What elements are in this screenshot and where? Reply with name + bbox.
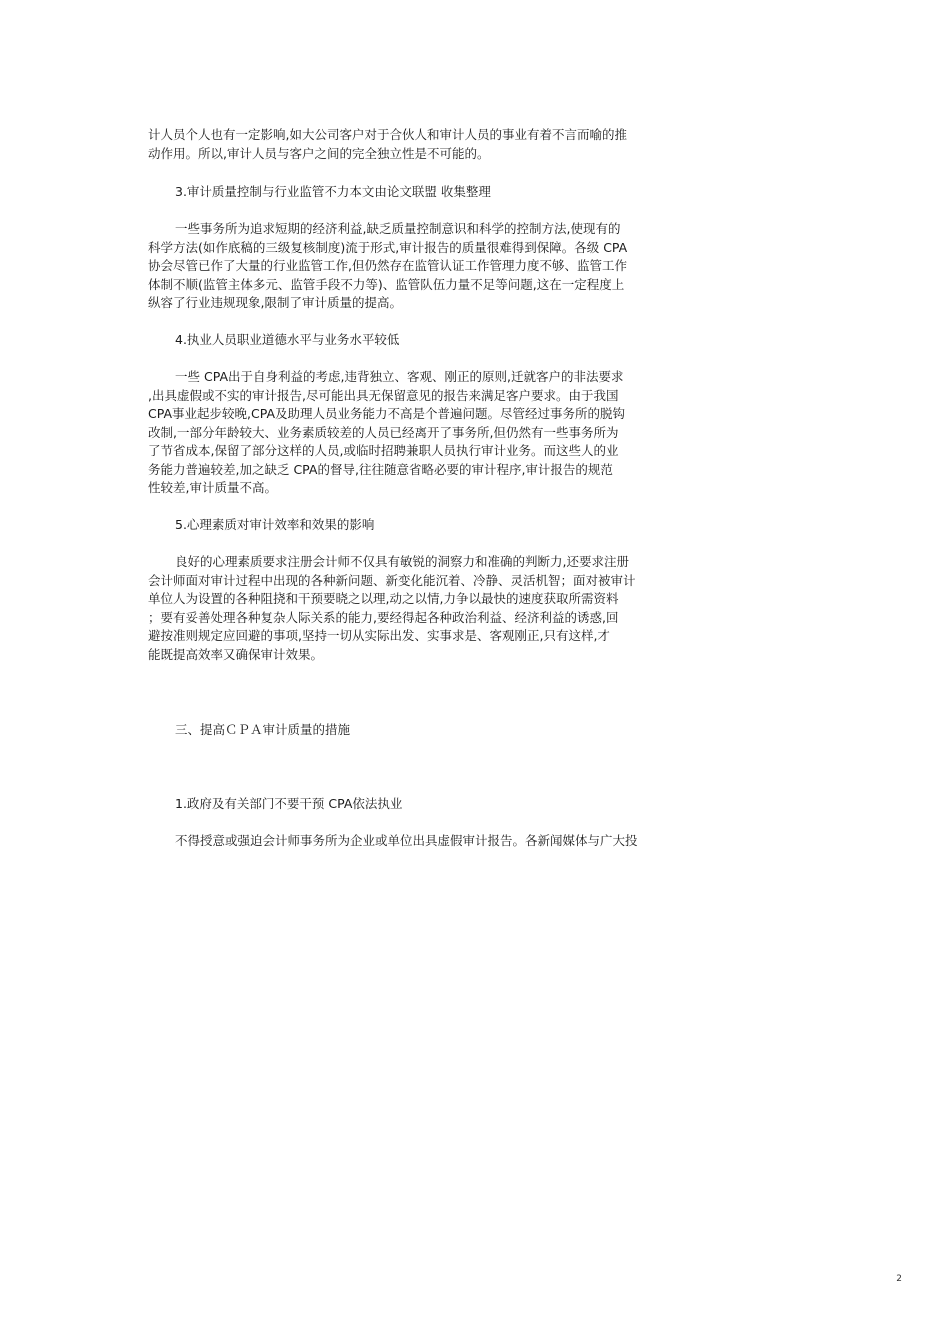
heading-text: 3.审计质量控制与行业监管不力本文由论文联盟 收集整理 [175, 184, 491, 199]
heading-text: 4.执业人员职业道德水平与业务水平较低 [175, 332, 400, 347]
text-line: 能既提高效率又确保审计效果。 [148, 646, 324, 662]
subheading-1 [148, 795, 638, 814]
text-line: 动作用。所以,审计人员与客户之间的完全独立性是不可能的。 [148, 145, 490, 161]
heading-5 [148, 516, 638, 535]
text-line: 了节省成本,保留了部分这样的人员,或临时招聘兼职人员执行审计业务。而这些人的业 [148, 443, 619, 458]
heading-text: 5.心理素质对审计效率和效果的影响 [175, 517, 375, 532]
text-line: 务能力普遍较差,加之缺乏 CPA的督导,往往随意省略必要的审计程序,审计报告的规范 [148, 461, 613, 477]
text-line: 纵容了行业违规现象,限制了审计质量的提高。 [148, 295, 402, 310]
text-line: 协会尽管已作了大量的行业监管工作,但仍然存在监管认证工作管理力度不够、监管工作 [148, 258, 627, 273]
section-title: 三、提高ＣＰＡ审计质量的措施 [175, 722, 351, 737]
heading-3 [148, 183, 638, 202]
text-line: 不得授意或强迫会计师事务所为企业或单位出具虚假审计报告。各新闻媒体与广大投 [175, 833, 638, 848]
paragraph-continued [148, 126, 638, 163]
page-number: 2 [896, 1274, 902, 1284]
heading-text: 1.政府及有关部门不要干预 CPA依法执业 [175, 796, 403, 811]
text-line: 单位人为设置的各种阻挠和干预要晓之以理,动之以情,力争以最快的速度获取所需资料 [148, 591, 619, 606]
paragraph-4 [148, 368, 638, 498]
text-line: 一些 CPA出于自身利益的考虑,违背独立、客观、刚正的原则,迁就客户的非法要求 [175, 369, 624, 384]
text-line: 计人员个人也有一定影响,如大公司客户对于合伙人和审计人员的事业有着不言而喻的推 [148, 127, 627, 142]
heading-4 [148, 331, 638, 350]
paragraph-5 [148, 553, 638, 664]
paragraph-3 [148, 220, 638, 313]
text-line: 良好的心理素质要求注册会计师不仅具有敏锐的洞察力和准确的判断力,还要求注册 [175, 554, 629, 569]
text-line: 体制不顺(监管主体多元、监管手段不力等)、监管队伍力量不足等问题,这在一定程度上 [148, 276, 625, 292]
text-line: ；要有妥善处理各种复杂人际关系的能力,要经得起各种政治利益、经济利益的诱惑,回 [148, 609, 619, 625]
text-line: ,出具虚假或不实的审计报告,尽可能出具无保留意见的报告来满足客户要求。由于我国 [148, 387, 619, 403]
text-line: 避按准则规定应回避的事项,坚持一切从实际出发、实事求是、客观刚正,只有这样,才 [148, 628, 610, 643]
section-3-title [148, 721, 638, 740]
text-line: CPA事业起步较晚,CPA及助理人员业务能力不高是个普遍问题。尽管经过事务所的脱钩 [148, 406, 626, 421]
text-line: 一些事务所为追求短期的经济利益,缺乏质量控制意识和科学的控制方法,使现有的 [175, 221, 621, 236]
text-line: 科学方法(如作底稿的三级复核制度)流于形式,审计报告的质量很难得到保障。各级 CPA [148, 239, 628, 255]
paragraph-6 [148, 832, 638, 851]
text-line: 会计师面对审计过程中出现的各种新问题、新变化能沉着、冷静、灵活机智；面对被审计 [148, 572, 636, 588]
text-line: 改制,一部分年龄较大、业务素质较差的人员已经离开了事务所,但仍然有一些事务所为 [148, 424, 619, 440]
text-line: 性较差,审计质量不高。 [148, 480, 277, 495]
